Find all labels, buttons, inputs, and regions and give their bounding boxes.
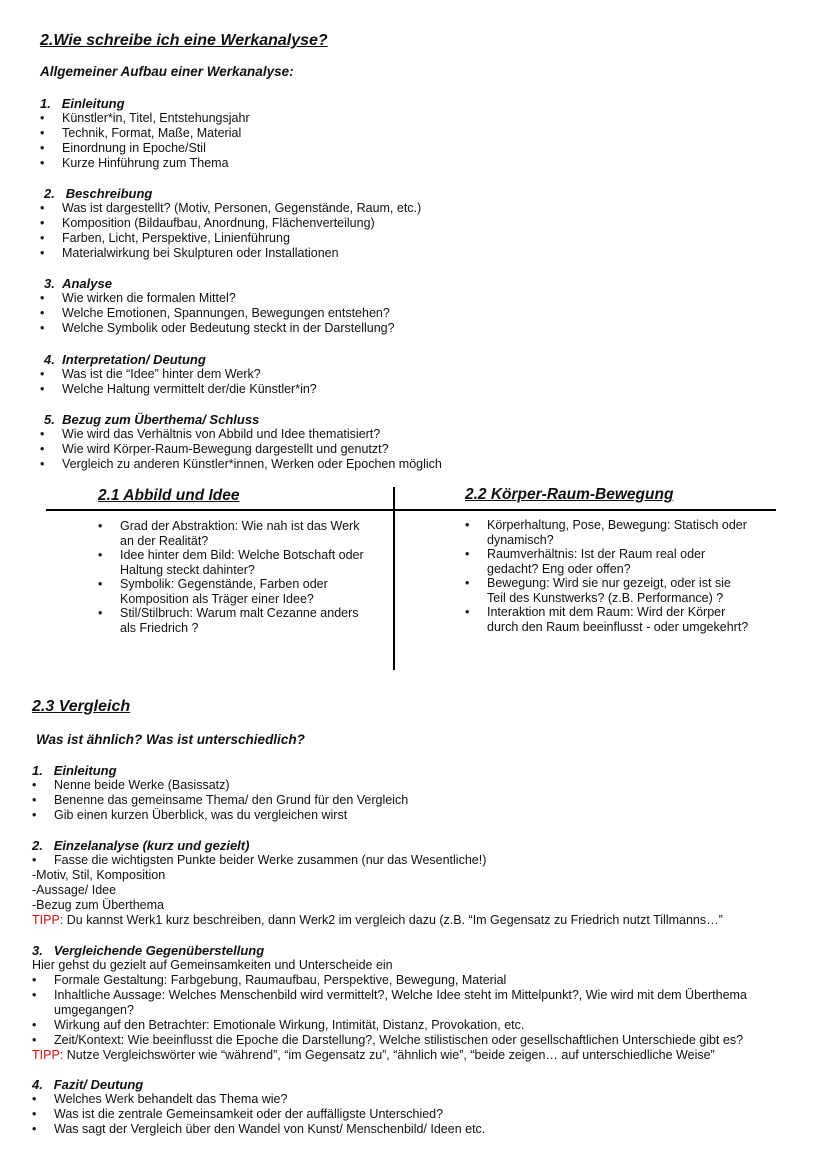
list-item: • Welche Haltung vermittelt der/die Künstler*in? bbox=[40, 382, 317, 397]
section-intro: Hier gehst du gezielt auf Gemeinsamkeiten und Unterscheide ein bbox=[32, 958, 393, 972]
page-title: 2.Wie schreibe ich eine Werkanalyse? bbox=[40, 32, 328, 49]
section-title: Einleitung bbox=[53, 763, 117, 778]
table-divider-vertical bbox=[393, 487, 395, 670]
list-item: • Welche Emotionen, Spannungen, Bewegungen entstehen? bbox=[40, 306, 395, 321]
list-item: • Stil/Stilbruch: Warum malt Cezanne anders als Friedrich ? bbox=[98, 606, 368, 635]
tipp-text: Du kannst Werk1 kurz beschreiben, dann Werk2 im vergleich dazu (z.B. “Im Gegensatz zu Friedrich nutzt Tillmanns…” bbox=[63, 913, 723, 927]
bullet-list bbox=[40, 291, 395, 336]
bullet-list bbox=[32, 1092, 485, 1137]
bullet-list bbox=[32, 973, 747, 1048]
list-item: • Interaktion mit dem Raum: Wird der Körper durch den Raum beeinflusst - oder umgekehrt? bbox=[465, 605, 750, 634]
list-item: • Fasse die wichtigsten Punkte beider Werke zusammen (nur das Wesentliche!) bbox=[32, 853, 486, 868]
section-title: Fazit/ Deutung bbox=[53, 1077, 144, 1092]
section-title: Beschreibung bbox=[65, 186, 153, 201]
bullet-list bbox=[32, 778, 408, 823]
dash-line: -Aussage/ Idee bbox=[32, 883, 117, 897]
list-item: • Raumverhältnis: Ist der Raum real oder gedacht? Eng oder offen? bbox=[465, 547, 750, 576]
section-title: Analyse bbox=[62, 276, 112, 291]
bullet-list bbox=[40, 111, 250, 171]
list-item: • Wie wird das Verhältnis von Abbild und Idee thematisiert? bbox=[40, 427, 442, 442]
list-item: • Benenne das gemeinsame Thema/ den Grund für den Vergleich bbox=[32, 793, 408, 808]
section-number: 4. bbox=[44, 352, 55, 367]
list-item: • Gib einen kurzen Überblick, was du vergleichen wirst bbox=[32, 808, 408, 823]
list-item: • Künstler*in, Titel, Entstehungsjahr bbox=[40, 111, 250, 126]
list-item-continuation: umgegangen? bbox=[54, 1003, 134, 1017]
section-heading bbox=[44, 412, 259, 427]
list-item: • Einordnung in Epoche/Stil bbox=[40, 141, 250, 156]
tipp-line bbox=[32, 913, 723, 928]
section-heading bbox=[32, 1077, 143, 1092]
section-title: Interpretation/ Deutung bbox=[62, 352, 206, 367]
list-item: • Vergleich zu anderen Künstler*innen, Werken oder Epochen möglich bbox=[40, 457, 442, 472]
vergleich-title: 2.3 Vergleich bbox=[32, 698, 131, 715]
bullet-list bbox=[40, 427, 442, 472]
list-item: • Was ist die zentrale Gemeinsamkeit oder der auffälligste Unterschied? bbox=[32, 1107, 485, 1122]
list-item: • Welches Werk behandelt das Thema wie? bbox=[32, 1092, 485, 1107]
list-item: • Grad der Abstraktion: Wie nah ist das Werk an der Realität? bbox=[98, 519, 368, 548]
section-title: Einleitung bbox=[61, 96, 125, 111]
section-number: 3. bbox=[32, 943, 43, 958]
list-item: • Symbolik: Gegenstände, Farben oder Komposition als Träger einer Idee? bbox=[98, 577, 368, 606]
tipp-line bbox=[32, 1048, 715, 1063]
section-heading bbox=[44, 352, 206, 367]
list-item: • Inhaltliche Aussage: Welches Menschenbild wird vermittelt?, Welche Idee steht im Mittelpunkt?, Wie wird mit dem Überthema bbox=[32, 988, 747, 1003]
tipp-text: Nutze Vergleichswörter wie “während”, “im Gegensatz zu”, “ähnlich wie”, “beide zeigen… auf unterschiedliche Weise” bbox=[63, 1048, 715, 1062]
tipp-label: TIPP: bbox=[32, 1048, 64, 1062]
section-number: 2. bbox=[44, 186, 55, 201]
list-item: • Formale Gestaltung: Farbgebung, Raumaufbau, Perspektive, Bewegung, Material bbox=[32, 973, 747, 988]
right-column-list bbox=[465, 518, 750, 634]
left-column-list bbox=[98, 519, 368, 635]
section-heading bbox=[40, 96, 125, 111]
list-item: • Komposition (Bildaufbau, Anordnung, Flächenverteilung) bbox=[40, 216, 421, 231]
list-item: • Bewegung: Wird sie nur gezeigt, oder ist sie Teil des Kunstwerks? (z.B. Performance) ? bbox=[465, 576, 750, 605]
bullet-list bbox=[32, 853, 486, 868]
table-divider-horizontal bbox=[46, 509, 776, 511]
list-item: • Was ist dargestellt? (Motiv, Personen, Gegenstände, Raum, etc.) bbox=[40, 201, 421, 216]
list-item: • Nenne beide Werke (Basissatz) bbox=[32, 778, 408, 793]
list-item: • Farben, Licht, Perspektive, Linienführung bbox=[40, 231, 421, 246]
list-item: • Materialwirkung bei Skulpturen oder Installationen bbox=[40, 246, 421, 261]
section-heading bbox=[32, 763, 117, 778]
list-item: • Zeit/Kontext: Wie beeinflusst die Epoche die Darstellung?, Welche stilistischen oder gesellschaftlichen Unterschiede gibt es? bbox=[32, 1033, 747, 1048]
list-item: • Wirkung auf den Betrachter: Emotionale Wirkung, Intimität, Distanz, Provokation, etc. bbox=[32, 1018, 747, 1033]
section-heading bbox=[32, 838, 249, 853]
section-number: 5. bbox=[44, 412, 55, 427]
section-title: Bezug zum Überthema/ Schluss bbox=[62, 412, 260, 427]
section-heading bbox=[32, 943, 264, 958]
list-item: • Kurze Hinführung zum Thema bbox=[40, 156, 250, 171]
section-number: 3. bbox=[44, 276, 55, 291]
section-heading bbox=[44, 276, 112, 291]
subtitle: Allgemeiner Aufbau einer Werkanalyse: bbox=[40, 64, 294, 79]
section-number: 1. bbox=[32, 763, 43, 778]
dash-line: -Bezug zum Überthema bbox=[32, 898, 165, 912]
section-number: 4. bbox=[32, 1077, 43, 1092]
list-item: • Technik, Format, Maße, Material bbox=[40, 126, 250, 141]
bullet-list bbox=[40, 201, 421, 261]
section-heading bbox=[44, 186, 152, 201]
section-title: Vergleichende Gegenüberstellung bbox=[53, 943, 265, 958]
section-title: Einzelanalyse (kurz und gezielt) bbox=[53, 838, 250, 853]
list-item: • Was sagt der Vergleich über den Wandel von Kunst/ Menschenbild/ Ideen etc. bbox=[32, 1122, 485, 1137]
list-item: • Körperhaltung, Pose, Bewegung: Statisch oder dynamisch? bbox=[465, 518, 750, 547]
list-item: • Wie wird Körper-Raum-Bewegung dargestellt und genutzt? bbox=[40, 442, 442, 457]
column-heading-abbild-idee: 2.1 Abbild und Idee bbox=[98, 487, 240, 504]
list-item: • Was ist die “Idee” hinter dem Werk? bbox=[40, 367, 317, 382]
dash-line: -Motiv, Stil, Komposition bbox=[32, 868, 166, 882]
vergleich-question: Was ist ähnlich? Was ist unterschiedlich? bbox=[36, 732, 305, 747]
list-item: • Welche Symbolik oder Bedeutung steckt in der Darstellung? bbox=[40, 321, 395, 336]
list-item: • Idee hinter dem Bild: Welche Botschaft oder Haltung steckt dahinter? bbox=[98, 548, 368, 577]
list-item: • Wie wirken die formalen Mittel? bbox=[40, 291, 395, 306]
section-number: 2. bbox=[32, 838, 43, 853]
tipp-label: TIPP: bbox=[32, 913, 64, 927]
section-number: 1. bbox=[40, 96, 51, 111]
column-heading-koerper-raum: 2.2 Körper-Raum-Bewegung bbox=[465, 486, 674, 503]
bullet-list bbox=[40, 367, 317, 397]
